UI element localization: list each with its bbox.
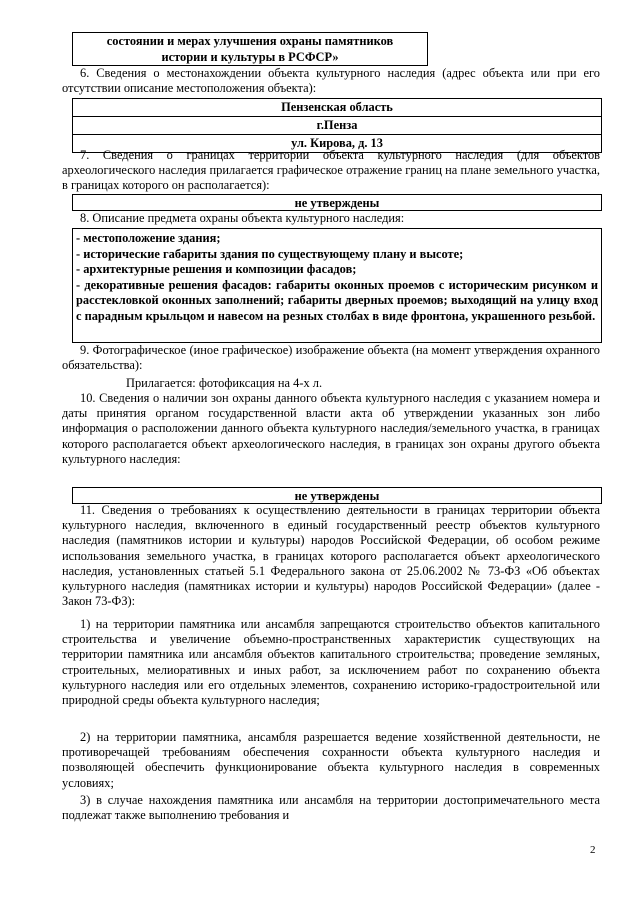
address-city: г.Пенза bbox=[73, 116, 601, 134]
address-street: ул. Кирова, д. 13 bbox=[73, 134, 601, 152]
header-line-1: состоянии и мерах улучшения охраны памятников bbox=[106, 34, 394, 48]
section-8-text: 8. Описание предмета охраны объекта культурного наследия: bbox=[80, 211, 405, 225]
section-7-status-box: не утверждены bbox=[72, 194, 602, 211]
header-box bbox=[72, 32, 428, 66]
section-11-item-1: 1) на территории памятника или ансамбля запрещаются строительство объектов капитального строительства и увеличение объемно-пространственных характеристик существующих на территории памятника или ансамбля объектов капитального строительства; проведение земляных, строительных, мелиоративных и иных работ, за исключением работ по сохранению объекта культурного наследия или его отдельных элементов, сохранению историко-градостроительной или природной среды объекта культурного наследия; bbox=[62, 617, 600, 708]
section-10-status-box: не утверждены bbox=[72, 487, 602, 504]
protection-item: - архитектурные решения и композиции фасадов; bbox=[76, 262, 357, 277]
header-line-2: истории и культуры в РСФСР» bbox=[161, 49, 339, 64]
section-11-text: 11. Сведения о требованиях к осуществлению деятельности в границах территории объекта культурного наследия, включенного в единый государственный реестр объектов культурного наследия (памятников истории и культуры) народов Российской Федерации, об особом режиме использования земельного участка, в границах которого располагается объект археологического наследия, установленных статьей 5.1 Федерального закона от 25.06.2002 № 73-ФЗ «Об объектах культурного наследия (памятниках истории и культуры) народов Российской Федерации» (далее - Закон 73-ФЗ): bbox=[62, 503, 600, 609]
protection-item: - исторические габариты здания по существующему плану и высоте; bbox=[76, 246, 464, 261]
protection-subject-list bbox=[72, 228, 602, 343]
protection-item: - местоположение здания; bbox=[76, 231, 221, 245]
address-box bbox=[72, 98, 602, 153]
section-9-attachment: Прилагается: фотофиксация на 4-х л. bbox=[126, 376, 323, 390]
section-9-text: 9. Фотографическое (иное графическое) изображение объекта (на момент утверждения охранного обязательства): bbox=[62, 343, 600, 373]
section-11-item-3: 3) в случае нахождения памятника или ансамбля на территории достопримечательного места подлежат также выполнению требования и bbox=[62, 793, 600, 823]
section-6-text: 6. Сведения о местонахождении объекта культурного наследия (адрес объекта или при его отсутствии описание местоположения объекта): bbox=[62, 66, 600, 96]
protection-item: - декоративные решения фасадов: габариты оконных проемов с историческим рисунком и расстекловкой оконных заполнений; габариты дверных проемов; выходящий на улицу вход с парадным крыльцом и навесом на резных столбах в виде фронтона, украшенного резьбой. bbox=[76, 277, 598, 323]
section-7-text: 7. Сведения о границах территории объекта культурного наследия (для объектов археологического наследия прилагается графическое отражение границ на плане земельного участка, в границах которого он располагается): bbox=[62, 148, 600, 193]
address-region: Пензенская область bbox=[281, 100, 393, 114]
page-number: 2 bbox=[590, 844, 596, 856]
section-10-text: 10. Сведения о наличии зон охраны данного объекта культурного наследия с указанием номера и даты принятия органом государственной власти акта об утверждении указанных зон либо информация о расположении данного объекта культурного наследия/земельного участка, в границах которого располагается объект археологического наследия, в границах зон охраны другого объекта культурного наследия: bbox=[62, 391, 600, 466]
section-11-item-2: 2) на территории памятника, ансамбля разрешается ведение хозяйственной деятельности, не противоречащей требованиям обеспечения сохранности объекта культурного наследия и позволяющей обеспечить функционирование объекта культурного наследия в современных условиях; bbox=[62, 730, 600, 790]
